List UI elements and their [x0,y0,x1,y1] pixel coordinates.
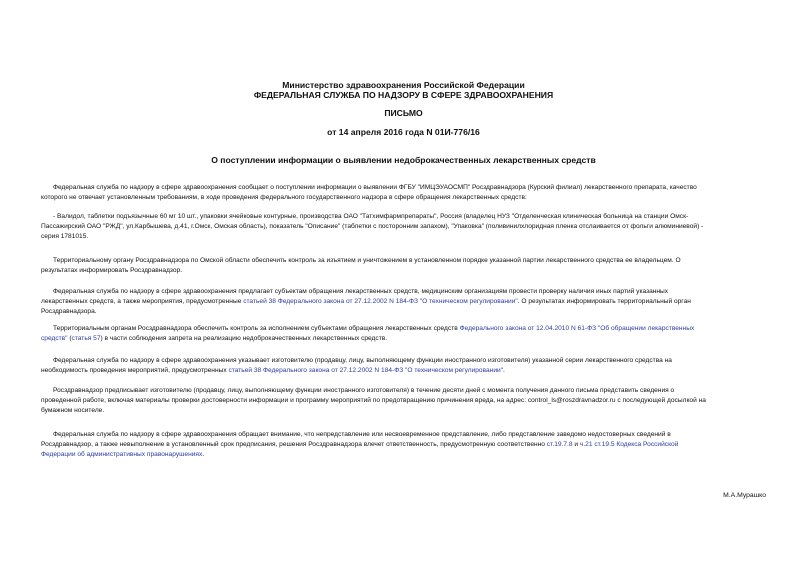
signature: М.А.Мурашко [723,492,766,499]
paragraph-5-line-1 [41,324,766,334]
paragraph-3 [41,256,766,276]
paragraph-3-line-1: Территориальному органу Росздравнадзора по Омской области обеспечить контроль за изъятием и уничтожением в установленном порядке указанной партии лекарственного средства ее владельцем. О [53,257,681,264]
paragraph-2 [41,212,766,243]
koap-link-cont[interactable]: Федерации об административных правонарушениях [41,451,203,459]
paragraph-4-line-1: Федеральная служба по надзору в сфере здравоохранения предлагает субъектам обращения лекарственных средств, медицинским организациям провести проверку наличия иных партий указанных [53,288,669,295]
law-184fz-article-38-link[interactable]: статьей 38 Федерального закона от 27.12.2002 N 184-ФЗ "О техническом регулировании" [243,298,518,306]
koap-19-7-8-link[interactable]: ст.19.7.8 [546,441,573,449]
paragraph-8-line-3 [41,450,766,460]
paragraph-3-line-2: результатах информировать Росздравнадзор. [41,267,183,275]
law-61fz-link[interactable]: Федерального закона от 12.04.2010 N 61-ФЗ "Об обращении лекарственных [459,325,695,332]
paragraph-7 [41,386,766,417]
paragraph-7-line-2: проведенной работе, включая материалы проверки достоверности информации и программу мероприятий по предотвращению причинения вреда, на адрес: control_ls@roszdravnadzor.ru с последующей досылкой на [41,397,706,405]
paragraph-6-line-1: Федеральная служба по надзору в сфере здравоохранения указывает изготовителю (продавцу, лицу, выполняющему функции иностранного изготовителя) указанной серии лекарственного средства на [53,357,672,364]
law-184fz-article-38-link-2[interactable]: статьей 38 Федерального закона от 27.12.2002 N 184-ФЗ "О техническом регулировании" [228,367,504,375]
paragraph-5 [41,324,766,344]
paragraph-6-text-tail: . [503,367,505,375]
paragraph-8-text-tail: . [202,451,205,459]
article-57-link[interactable]: статья 57 [71,335,101,343]
paragraph-2-line-3: серия 1781015. [41,233,89,241]
paragraph-5-line-2 [41,334,766,344]
paragraph-1 [41,183,766,203]
paragraph-1-line-1: Федеральная служба по надзору в сфере здравоохранения сообщает о поступлении информации о выявлении ФГБУ "ИМЦЭУАОСМП" Росздравнадзора (Курский филиал) лекарственного препарата, качество [53,184,697,191]
paragraph-5-text: Территориальным органам Росздравнадзора обеспечить контроль за исполнением субъектами обращения лекарственных средств [53,325,460,332]
paragraph-8-text: Росздравнадзор, а также невыполнение в установленный срок предписания, решения Росздравнадзора влечет ответственность, предусмотренную соответственно [41,441,547,449]
paragraph-2-line-1: - Валидол, таблетки подъязычные 60 мг 10 шт., упаковки ячейковые контурные, производства ОАО "Татхимфармпрепараты", Россия (владелец НУЗ "Отделенческая клиническая больница на станции Омск- [53,213,689,220]
ministry-name: Министерство здравоохранения Российской Федерации [282,80,525,90]
paragraph-8-conj: и [572,441,580,449]
paragraph-6-text: необходимость проведения мероприятий, предусмотренных [41,367,229,375]
service-name: ФЕДЕРАЛЬНАЯ СЛУЖБА ПО НАДЗОРУ В СФЕРЕ ЗДРАВООХРАНЕНИЯ [253,90,554,100]
paragraph-5-paren: ( [67,335,72,343]
paragraph-8-line-2 [41,440,766,450]
koap-19-5-link[interactable]: ч.21 ст.19.5 Кодекса Российской [579,441,679,449]
paragraph-6 [41,356,766,376]
paragraph-4-line-3: Росздравнадзора. [41,308,97,316]
paragraph-5-text-tail: ) в части соблюдения запрета на реализацию недоброкачественных лекарственных средств. [100,335,388,343]
paragraph-2-line-2: Пассажирский ОАО "РЖД", ул.Карбышева, д.41, г.Омск, Омская область), показатель "Описание" (таблетки с посторонним запахом), "Упаковка" (поливинилхлоридная пленка отслаивается от фольги алюминиевой) - [41,223,704,231]
paragraph-1-line-2: которого не отвечает установленным требованиям, в ходе проведения федерального государственного надзора в сфере обращения лекарственных средств: [41,194,527,202]
paragraph-7-line-1: Росздравнадзор предписывает изготовителю (продавцу, лицу, выполняющему функции иностранного изготовителя) в течение десяти дней с момента получения данного письма представить сведения о [53,387,675,394]
paragraph-8 [41,430,766,461]
paragraph-6-line-2 [41,366,766,376]
doc-type: ПИСЬМО [384,108,423,118]
law-61fz-link-cont[interactable]: средств" [41,335,68,343]
doc-date-number: от 14 апреля 2016 года N 01И-776/16 [327,127,480,137]
paragraph-4-text-tail: . О результатах информировать территориальный орган [517,298,691,306]
doc-subject: О поступлении информации о выявлении недоброкачественных лекарственных средств [211,155,596,165]
paragraph-4-line-2 [41,297,766,307]
paragraph-4 [41,287,766,318]
paragraph-8-line-1: Федеральная служба по надзору в сфере здравоохранения обращает внимание, что непредставление или несвоевременное представление, либо представление заведомо недостоверных сведений в [53,431,671,438]
paragraph-7-line-3: бумажном носителе. [41,407,105,415]
paragraph-4-text: лекарственных средств, а также мероприятия, предусмотренные [41,298,244,306]
